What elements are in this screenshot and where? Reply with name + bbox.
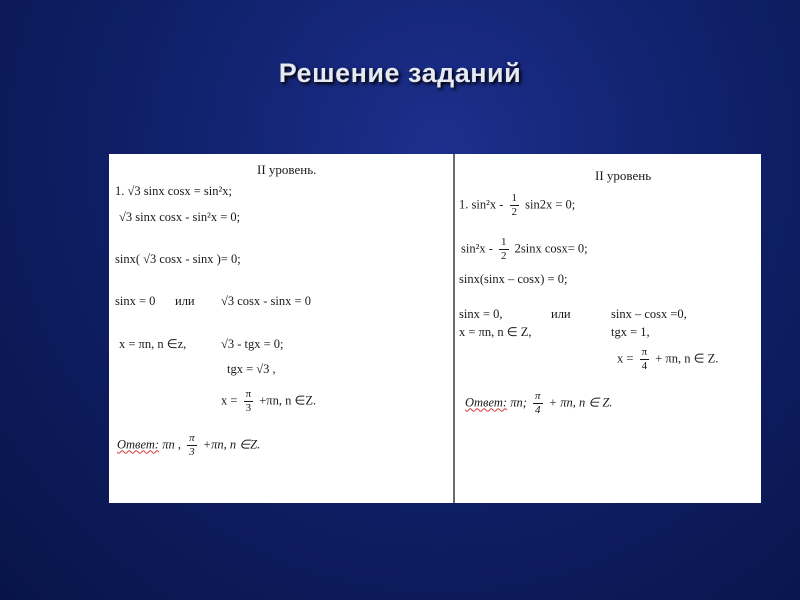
left-line-5a: x = πn, n ∈z,: [119, 337, 187, 351]
left-line-4c: √3 cosx - sinx = 0: [221, 294, 311, 308]
right-line-2: [461, 236, 588, 263]
fraction-numerator: π: [641, 346, 648, 358]
left-line-2: √3 sinx cosx - sin²x = 0;: [119, 210, 241, 224]
fraction-denominator: 3: [189, 446, 195, 458]
left-line-4a: sinx = 0: [115, 294, 156, 308]
left-line-7-x: x =: [221, 393, 238, 408]
answer-label: Ответ:: [117, 437, 160, 452]
fraction-numerator: π: [245, 388, 252, 400]
slide-title: Решение заданий: [278, 58, 522, 88]
answer-fraction: [187, 432, 197, 459]
right-line-2b: 2sinx cosx= 0;: [514, 241, 588, 256]
left-column: [109, 154, 453, 503]
right-line-5b: tgx = 1,: [611, 325, 650, 339]
pi-over-3-fraction: [244, 388, 254, 415]
right-answer: [465, 390, 612, 417]
right-line-3: sinx(sinx – cosx) = 0;: [459, 272, 568, 286]
left-line-5b: √3 - tgx = 0;: [221, 337, 284, 351]
right-column: [455, 154, 761, 503]
left-answer: [117, 432, 260, 459]
right-line-6: [617, 346, 718, 373]
right-line-1b: sin2x = 0;: [525, 197, 576, 212]
fraction-denominator: 2: [511, 206, 517, 218]
left-answer-rest: +πn, n ∈Z.: [202, 437, 261, 452]
right-line-5a: x = πn, n ∈ Z,: [459, 325, 532, 339]
fraction-denominator: 4: [641, 360, 648, 372]
one-half-fraction: [499, 236, 509, 263]
answer-label: Ответ:: [465, 395, 508, 410]
right-line-1: [459, 192, 575, 219]
left-heading: II уровень.: [257, 162, 317, 177]
fraction-denominator: 3: [245, 402, 252, 414]
right-line-1a: 1. sin²x -: [459, 197, 504, 212]
right-line-6-x: x =: [617, 351, 634, 366]
right-line-4b: или: [551, 307, 571, 321]
right-line-4a: sinx = 0,: [459, 307, 503, 321]
left-answer-a: πn ,: [162, 437, 181, 452]
left-line-1: 1. √3 sinx cosx = sin²x;: [115, 184, 232, 198]
fraction-numerator: π: [189, 432, 195, 444]
left-line-4b: или: [175, 294, 195, 308]
right-heading: II уровень: [595, 168, 652, 183]
left-line-7-rest: +πn, n ∈Z.: [259, 393, 317, 408]
pi-over-4-fraction: [640, 346, 650, 373]
fraction-denominator: 4: [535, 404, 541, 416]
solutions-panel: [109, 154, 761, 503]
right-line-6-rest: + πn, n ∈ Z.: [655, 351, 719, 366]
right-answer-rest: + πn, n ∈ Z.: [548, 395, 613, 410]
right-line-2a: sin²x -: [461, 241, 493, 256]
left-line-3: sinx( √3 cosx - sinx )= 0;: [115, 252, 241, 266]
right-line-4c: sinx – cosx =0,: [611, 307, 687, 321]
fraction-numerator: π: [535, 390, 541, 402]
answer-fraction: [533, 390, 543, 417]
left-line-6: tgx = √3 ,: [227, 362, 276, 376]
fraction-denominator: 2: [501, 250, 507, 262]
one-half-fraction: [510, 192, 520, 219]
fraction-numerator: 1: [511, 192, 517, 204]
right-answer-a: πn;: [510, 395, 527, 410]
left-line-7: [221, 388, 316, 415]
fraction-numerator: 1: [501, 236, 507, 248]
